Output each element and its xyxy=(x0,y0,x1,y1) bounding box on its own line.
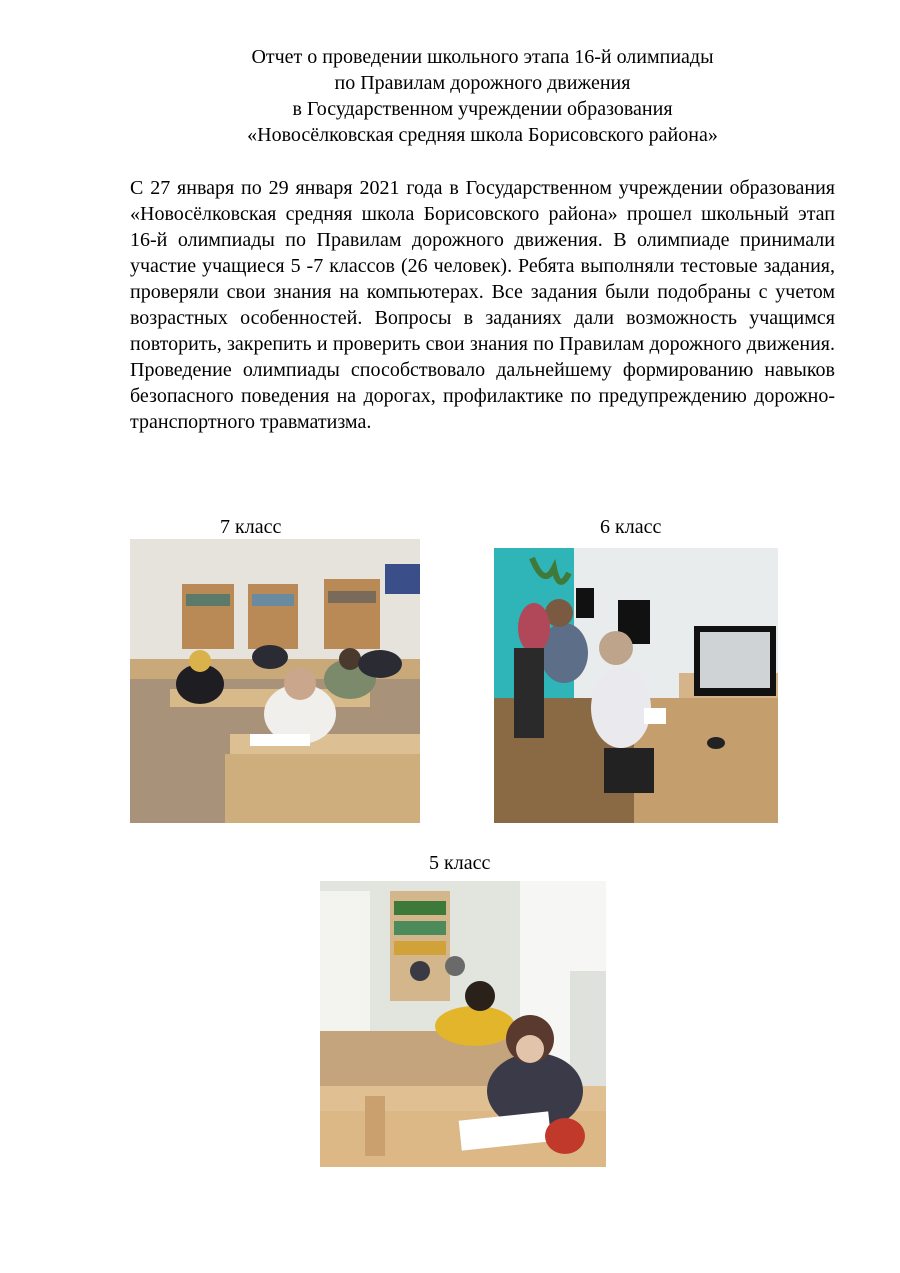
title-line: «Новосёлковская средняя школа Борисовского района» xyxy=(247,124,718,146)
photo-class-6 xyxy=(494,548,778,823)
photo-caption-5: 5 класс xyxy=(429,852,491,874)
photo-caption-7: 7 класс xyxy=(220,516,282,538)
title-line: по Правилам дорожного движения xyxy=(334,72,631,94)
report-paragraph: С 27 января по 29 января 2021 года в Государственном учреждении образования «Новосёлковская средняя школа Борисовского района» прошел школьный этап 16-й олимпиады по Правилам дорожного движения. В олимпиаде принимали участие учащиеся 5 -7 классов (26 человек). Ребята выполняли тестовые задания, проверяли свои знания на компьютерах. Все задания были подобраны с учетом возрастных особенностей. Вопросы в заданиях дали возможность учащимся повторить, закрепить и проверить свои знания по Правилам дорожного движения. Проведение олимпиады способствовало дальнейшему формированию навыков безопасного поведения на дорогах, профилактике по предупреждению дорожно-транспортного травматизма. xyxy=(130,177,835,433)
photo-caption-6: 6 класс xyxy=(600,516,662,538)
photo-class-7 xyxy=(130,539,420,823)
title-line: в Государственном учреждении образования xyxy=(292,98,673,120)
photo-class-5 xyxy=(320,881,606,1167)
document-title xyxy=(130,44,835,148)
title-line: Отчет о проведении школьного этапа 16-й олимпиады xyxy=(251,46,714,68)
